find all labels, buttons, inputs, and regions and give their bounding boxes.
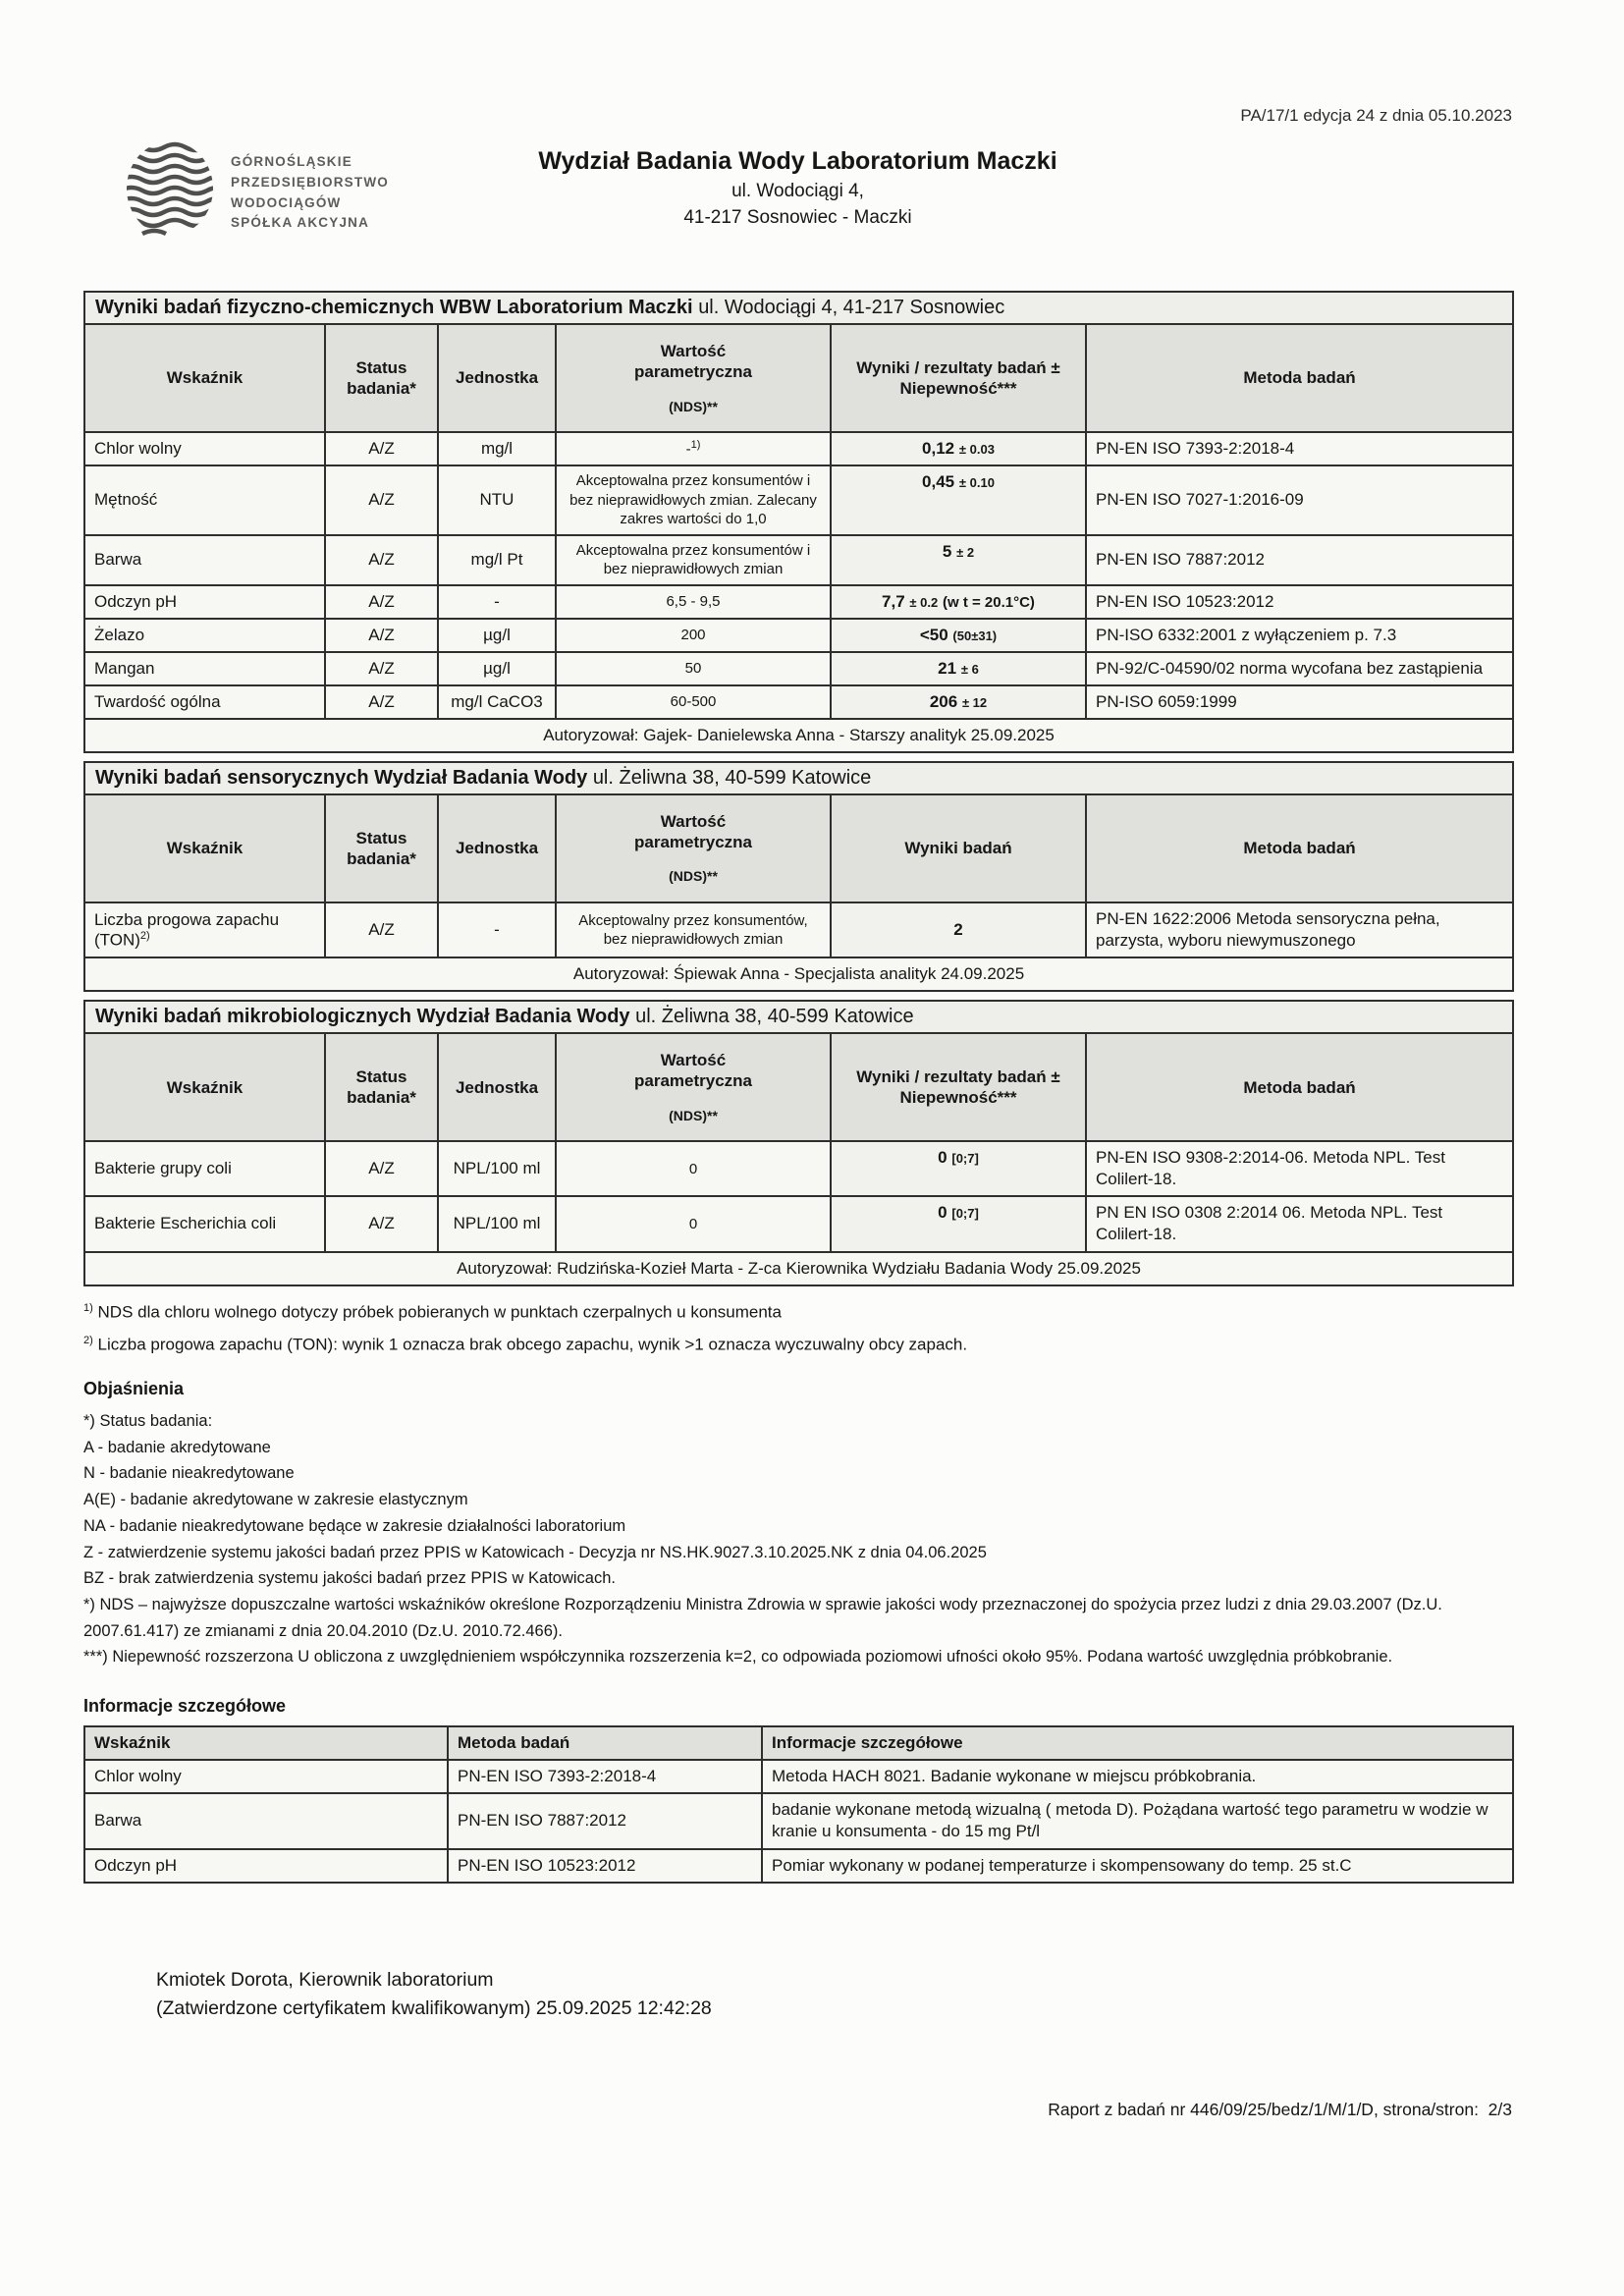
result-uncertainty: ± 0.2: [909, 594, 939, 610]
company-name: GÓRNOŚLĄSKIE PRZEDSIĘBIORSTWO WODOCIĄGÓW SPÓŁKA AKCYJNA: [231, 153, 389, 231]
footnote-1: $^{1)}$ NDS dla chloru wolnego dotyczy próbek pobieranych w punktach czerpalnych u konsumenta: [83, 1301, 782, 1322]
result-uncertainty: ± 0.03: [958, 442, 995, 457]
method-cell: PN-92/C-04590/02 norma wycofana bez zastąpienia: [1086, 652, 1513, 685]
unit-cell: mg/l CaCO3: [438, 685, 556, 719]
legend-line: A - badanie akredytowane: [83, 1438, 271, 1456]
result-uncertainty: [0;7]: [951, 1151, 979, 1167]
indicator-cell: Bakterie Escherichia coli: [84, 1196, 325, 1251]
col-header-results: Wyniki / rezultaty badań ± Niepewność***: [831, 324, 1086, 432]
info-cell: badanie wykonane metodą wizualną ( metoda D). Pożądana wartość tego parametru w wodzie w kranie u konsumenta - do 15 mg Pt/l: [762, 1793, 1513, 1848]
col-header-param: Wartość parametryczna (NDS)**: [556, 794, 831, 902]
physchem-header-row: [84, 324, 1513, 432]
result-value: 0,12: [922, 439, 955, 458]
col-header-status: Status badania*: [325, 794, 438, 902]
result-value: 0: [938, 1148, 947, 1168]
table-row-barwa: [84, 535, 1513, 585]
status-cell: A/Z: [325, 1196, 438, 1251]
col-header-param: Wartość parametryczna (NDS)**: [556, 1033, 831, 1141]
result-value: 0,45: [922, 472, 955, 492]
col-header-indicator: Wskaźnik: [84, 794, 325, 902]
indicator-cell: Żelazo: [84, 619, 325, 652]
table-row-zelazo: [84, 619, 1513, 652]
param-cell: Akceptowalny przez konsumentów, bez nieprawidłowych zmian: [556, 902, 831, 957]
details-row-barwa: [84, 1793, 1513, 1848]
info-cell: Pomiar wykonany w podanej temperaturze i skompensowany do temp. 25 st.C: [762, 1849, 1513, 1883]
col-header-method: Metoda badań: [448, 1726, 762, 1760]
legend-line: *) Status badania:: [83, 1412, 213, 1430]
result-cell: [831, 585, 1086, 619]
param-cell: 0: [556, 1196, 831, 1251]
col-header-unit: Jednostka: [438, 324, 556, 432]
details-table: [83, 1725, 1514, 1883]
indicator-cell: Chlor wolny: [84, 1760, 448, 1793]
micro-header-row: [84, 1033, 1513, 1141]
unit-cell: mg/l Pt: [438, 535, 556, 585]
col-header-method: Metoda badań: [1086, 324, 1513, 432]
result-value: <50: [919, 625, 948, 644]
legend-line: BZ - brak zatwierdzenia systemu jakości badań przez PPIS w Katowicach.: [83, 1569, 616, 1588]
col-header-unit: Jednostka: [438, 794, 556, 902]
param-cell: 50: [556, 652, 831, 685]
method-cell: PN-EN ISO 7027-1:2016-09: [1086, 465, 1513, 535]
signature-name: Kmiotek Dorota, Kierownik laboratorium: [156, 1968, 494, 1991]
legend: [83, 1375, 1512, 1670]
indicator-cell: Barwa: [84, 1793, 448, 1848]
indicator-cell: Bakterie grupy coli: [84, 1141, 325, 1196]
unit-cell: NTU: [438, 465, 556, 535]
unit-cell: µg/l: [438, 652, 556, 685]
param-cell: Akceptowalna przez konsumentów i bez nieprawidłowych zmian: [556, 535, 831, 585]
method-cell: PN-EN 1622:2006 Metoda sensoryczna pełna, parzysta, wyboru niewymuszonego: [1086, 902, 1513, 957]
legend-line: *) NDS – najwyższe dopuszczalne wartości wskaźników określone Rozporządzeniu Ministra Zdrowia w sprawie jakości wody przeznaczonej do spożycia przez ludzi z dnia 29.03.2007 (Dz.U. 2007.61.417) ze zmianami z dnia 20.04.2010 (Dz.U. 2010.72.466).: [83, 1596, 1442, 1640]
footnote-2: $^{2)}$ Liczba progowa zapachu (TON): wynik 1 oznacza brak obcego zapachu, wynik >1 oznacza wyczuwalny obcy zapach.: [83, 1335, 968, 1354]
status-cell: A/Z: [325, 619, 438, 652]
result-cell: [831, 902, 1086, 957]
footnotes: [83, 1302, 1512, 1355]
param-cell: 0: [556, 1141, 831, 1196]
method-cell: PN-EN ISO 7887:2012: [448, 1793, 762, 1848]
status-cell: A/Z: [325, 685, 438, 719]
result-cell: [831, 465, 1086, 535]
method-cell: PN-EN ISO 10523:2012: [448, 1849, 762, 1883]
status-cell: A/Z: [325, 585, 438, 619]
result-value: 5: [942, 541, 952, 561]
status-cell: A/Z: [325, 902, 438, 957]
result-value: 206: [929, 691, 958, 711]
status-cell: A/Z: [325, 465, 438, 535]
result-uncertainty: ± 2: [956, 544, 975, 560]
method-cell: PN EN ISO 0308 2:2014 06. Metoda NPL. Test Colilert-18.: [1086, 1196, 1513, 1251]
result-uncertainty: (50±31): [952, 628, 998, 643]
result-value: 2: [953, 920, 963, 940]
unit-cell: -: [438, 585, 556, 619]
legend-line: Z - zatwierdzenie systemu jakości badań przez PPIS w Katowicach - Decyzja nr NS.HK.9027.3.10.2025.NK z dnia 04.06.2025: [83, 1543, 987, 1561]
page-title: Wydział Badania Wody Laboratorium Maczki: [538, 147, 1057, 175]
col-header-method: Metoda badań: [1086, 794, 1513, 902]
legend-line: NA - badanie nieakredytowane będące w zakresie działalności laboratorium: [83, 1516, 626, 1535]
col-header-status: Status badania*: [325, 1033, 438, 1141]
result-value: 21: [938, 658, 957, 678]
info-cell: Metoda HACH 8021. Badanie wykonane w miejscu próbkobrania.: [762, 1760, 1513, 1793]
col-header-info: Informacje szczegółowe: [762, 1726, 1513, 1760]
doc-reference: PA/17/1 edycja 24 z dnia 05.10.2023: [1240, 106, 1512, 125]
indicator-cell: Chlor wolny: [84, 432, 325, 465]
physchem-table: [83, 291, 1514, 753]
details-row-chlor: [84, 1760, 1513, 1793]
indicator-cell: Odczyn pH: [84, 585, 325, 619]
result-cell: [831, 619, 1086, 652]
result-cell: [831, 1196, 1086, 1251]
col-header-status: Status badania*: [325, 324, 438, 432]
details-heading: Informacje szczegółowe: [83, 1696, 287, 1717]
unit-cell: NPL/100 ml: [438, 1196, 556, 1251]
micro-authorized: Autoryzował: Rudzińska-Kozieł Marta - Z-ca Kierownika Wydziału Badania Wody 25.09.2025: [84, 1252, 1513, 1285]
legend-line: ***) Niepewność rozszerzona U obliczona z uwzględnieniem współczynnika rozszerzenia k=2, co odpowiada poziomowi ufności około 95%. Podana wartość uwzględnia próbkobranie.: [83, 1648, 1393, 1667]
masthead: [83, 134, 1512, 283]
col-header-indicator: Wskaźnik: [84, 324, 325, 432]
col-header-indicator: Wskaźnik: [84, 1726, 448, 1760]
indicator-cell: Liczba progowa zapachu (TON)$^{2)}$: [84, 902, 325, 957]
table-row-metnosc: [84, 465, 1513, 535]
indicator-cell: Mangan: [84, 652, 325, 685]
unit-cell: -: [438, 902, 556, 957]
table-row-mangan: [84, 652, 1513, 685]
param-cell: Akceptowalna przez konsumentów i bez nieprawidłowych zmian. Zalecany zakres wartości do 1,0: [556, 465, 831, 535]
legend-heading: Objaśnienia: [83, 1378, 185, 1398]
indicator-cell: Twardość ogólna: [84, 685, 325, 719]
signature-block: [156, 1966, 1512, 2024]
result-uncertainty: ± 0.10: [958, 475, 995, 491]
method-cell: PN-ISO 6332:2001 z wyłączeniem p. 7.3: [1086, 619, 1513, 652]
result-cell: [831, 535, 1086, 585]
method-cell: PN-EN ISO 10523:2012: [1086, 585, 1513, 619]
param-cell: -$^{1)}$: [556, 432, 831, 465]
col-header-indicator: Wskaźnik: [84, 1033, 325, 1141]
indicator-cell: Odczyn pH: [84, 1849, 448, 1883]
sensory-table: [83, 761, 1514, 992]
param-cell: 200: [556, 619, 831, 652]
result-uncertainty: ± 6: [960, 661, 979, 677]
result-uncertainty: ± 12: [961, 694, 988, 710]
legend-line: A(E) - badanie akredytowane w zakresie elastycznym: [83, 1491, 468, 1509]
legend-line: N - badanie nieakredytowane: [83, 1464, 295, 1483]
address-line-1: ul. Wodociągi 4,: [731, 181, 864, 201]
unit-cell: NPL/100 ml: [438, 1141, 556, 1196]
result-value: 7,7: [882, 591, 905, 611]
status-cell: A/Z: [325, 432, 438, 465]
status-cell: A/Z: [325, 1141, 438, 1196]
table-row-odczyn-ph: [84, 585, 1513, 619]
signature-cert: (Zatwierdzone certyfikatem kwalifikowanym) 25.09.2025 12:42:28: [156, 1996, 712, 2019]
table-row-chlor-wolny: [84, 432, 1513, 465]
status-cell: A/Z: [325, 652, 438, 685]
micro-table: [83, 1000, 1514, 1285]
physchem-authorized: Autoryzował: Gajek- Danielewska Anna - Starszy analityk 25.09.2025: [84, 719, 1513, 752]
result-note: (w t = 20.1°C): [942, 593, 1035, 611]
address-line-2: 41-217 Sosnowiec - Maczki: [683, 207, 912, 228]
details-header-row: [84, 1726, 1513, 1760]
result-cell: [831, 432, 1086, 465]
company-logo: [125, 139, 389, 246]
param-cell: 60-500: [556, 685, 831, 719]
sensory-table-title: Wyniki badań sensorycznych Wydział Badania Wody ul. Żeliwna 38, 40-599 Katowice: [84, 762, 1513, 794]
unit-cell: µg/l: [438, 619, 556, 652]
method-cell: PN-EN ISO 9308-2:2014-06. Metoda NPL. Test Colilert-18.: [1086, 1141, 1513, 1196]
method-cell: PN-EN ISO 7887:2012: [1086, 535, 1513, 585]
param-cell: 6,5 - 9,5: [556, 585, 831, 619]
table-row-ton: [84, 902, 1513, 957]
table-row-escherichia: [84, 1196, 1513, 1251]
result-cell: [831, 685, 1086, 719]
col-header-param: Wartość parametryczna (NDS)**: [556, 324, 831, 432]
report-footer: Raport z badań nr 446/09/25/bedz/1/M/1/D, strona/stron: 2/3: [1048, 2100, 1512, 2120]
indicator-cell: Mętność: [84, 465, 325, 535]
method-cell: PN-EN ISO 7393-2:2018-4: [448, 1760, 762, 1793]
method-cell: PN-EN ISO 7393-2:2018-4: [1086, 432, 1513, 465]
physchem-table-title: Wyniki badań fizyczno-chemicznych WBW Laboratorium Maczki ul. Wodociągi 4, 41-217 Sosnowiec: [84, 292, 1513, 324]
col-header-results: Wyniki / rezultaty badań ± Niepewność***: [831, 1033, 1086, 1141]
micro-table-title: Wyniki badań mikrobiologicznych Wydział Badania Wody ul. Żeliwna 38, 40-599 Katowice: [84, 1001, 1513, 1033]
sensory-authorized: Autoryzował: Śpiewak Anna - Specjalista analityk 24.09.2025: [84, 957, 1513, 991]
result-value: 0: [938, 1203, 947, 1223]
indicator-cell: Barwa: [84, 535, 325, 585]
unit-cell: mg/l: [438, 432, 556, 465]
result-cell: [831, 1141, 1086, 1196]
col-header-method: Metoda badań: [1086, 1033, 1513, 1141]
details-row-ph: [84, 1849, 1513, 1883]
method-cell: PN-ISO 6059:1999: [1086, 685, 1513, 719]
col-header-results: Wyniki badań: [831, 794, 1086, 902]
water-waves-logo-icon: [125, 139, 215, 246]
status-cell: A/Z: [325, 535, 438, 585]
table-row-coli: [84, 1141, 1513, 1196]
result-cell: [831, 652, 1086, 685]
col-header-unit: Jednostka: [438, 1033, 556, 1141]
sensory-header-row: [84, 794, 1513, 902]
result-uncertainty: [0;7]: [951, 1206, 979, 1222]
table-row-twardosc: [84, 685, 1513, 719]
